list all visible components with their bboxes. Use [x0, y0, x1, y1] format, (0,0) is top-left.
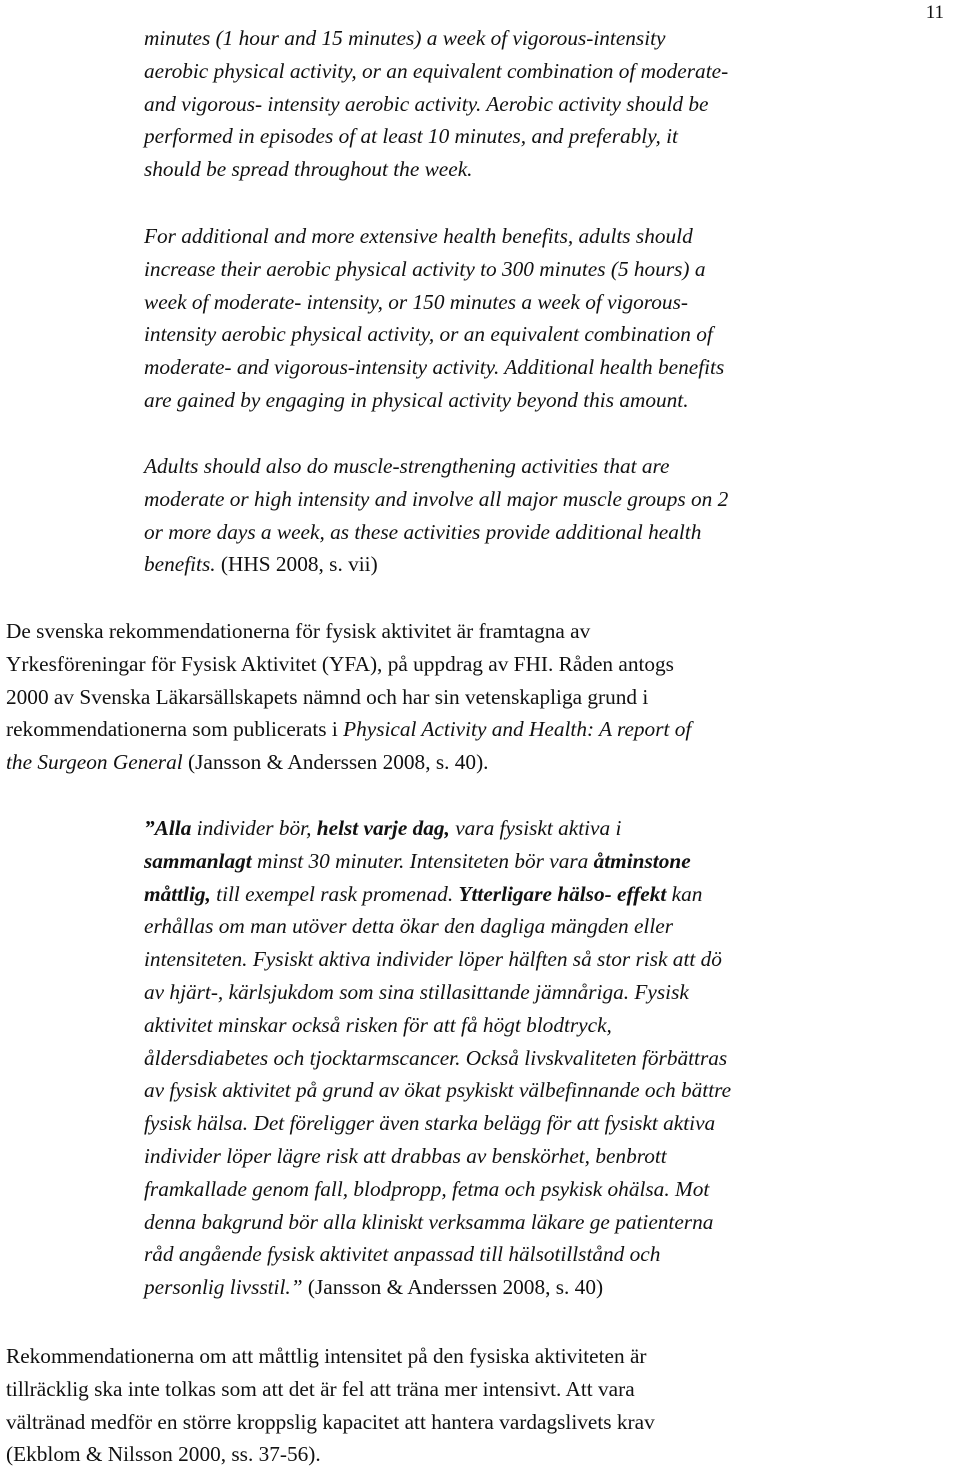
quote-guideline-vigorous [144, 22, 860, 186]
text-line: performed in episodes of at least 10 minutes, and preferably, it [144, 124, 678, 149]
text-line: framkallade genom fall, blodpropp, fetma och psykisk ohälsa. Mot [144, 1176, 710, 1201]
text-line: should be spread throughout the week. [144, 157, 473, 182]
text-line: tillräcklig ska inte tolkas som att det är fel att träna mer intensivt. Att vara [6, 1376, 635, 1401]
quote-end: benefits. [144, 552, 221, 577]
report-title-cont: the Surgeon General [6, 750, 183, 775]
text-line: De svenska rekommendationerna för fysisk aktivitet är framtagna av [6, 619, 591, 643]
quote-end: personlig livsstil.” [144, 1275, 308, 1300]
text-line [6, 746, 858, 779]
text-line [144, 1271, 860, 1304]
citation: (Jansson & Anderssen 2008, s. 40). [182, 750, 489, 775]
text-line: aktivitet minskar också risken för att få högt blodtryck, [144, 1012, 612, 1037]
text-line [144, 812, 860, 845]
text-line: åldersdiabetes och tjocktarmscancer. Också livskvaliteten förbättras [144, 1045, 728, 1070]
quote-swedish-guideline [144, 812, 860, 1304]
emphasis: måttlig, [144, 881, 211, 906]
citation: (Jansson & Anderssen 2008, s. 40) [307, 1275, 604, 1300]
citation: (HHS 2008, s. vii) [220, 552, 378, 577]
text-line: For additional and more extensive health benefits, adults should [144, 224, 693, 248]
text-line: increase their aerobic physical activity to 300 minutes (5 hours) a [144, 256, 706, 281]
text-line: minutes (1 hour and 15 minutes) a week of vigorous-intensity [144, 26, 666, 50]
text-line: vältränad medför en större kroppslig kapacitet att hantera vardagslivets krav [6, 1409, 655, 1434]
paragraph-moderate-intensity [6, 1340, 858, 1471]
text-line: 2000 av Svenska Läkarsällskapets nämnd och har sin vetenskapliga grund i [6, 684, 649, 709]
text-line: are gained by engaging in physical activity beyond this amount. [144, 387, 689, 412]
text-line: intensity aerobic physical activity, or an equivalent combination of [144, 322, 713, 347]
text-line: (Ekblom & Nilsson 2000, ss. 37-56). [6, 1442, 321, 1467]
text-line [144, 878, 860, 911]
text-line: råd angående fysisk aktivitet anpassad till hälsotillstånd och [144, 1242, 661, 1267]
text-line: fysisk hälsa. Det föreligger även starka belägg för att fysiskt aktiva [144, 1111, 716, 1136]
page-number: 11 [925, 2, 944, 23]
open-quote: ” [144, 816, 155, 840]
text-line [6, 713, 858, 746]
text-line: Adults should also do muscle-strengthening activities that are [144, 454, 670, 478]
text-run: till exempel rask promenad. [210, 881, 459, 906]
text-line: Yrkesföreningar för Fysisk Aktivitet (YFA), på uppdrag av FHI. Råden antogs [6, 651, 674, 676]
emphasis: sammanlagt [144, 848, 252, 873]
report-title: Physical Activity and Health: A report of [343, 717, 692, 742]
text-run: kan [666, 881, 703, 906]
text-line: moderate- and vigorous-intensity activity. Additional health benefits [144, 355, 725, 380]
text-line: denna bakgrund bör alla kliniskt verksamma läkare ge patienterna [144, 1209, 714, 1234]
text-run: vara fysiskt aktiva i [449, 816, 622, 840]
text-line: intensiteten. Fysiskt aktiva individer löper hälften så stor risk att dö [144, 947, 722, 972]
text-line: aerobic physical activity, or an equivalent combination of moderate- [144, 58, 729, 83]
text-run: minst 30 minuter. Intensiteten bör vara [251, 848, 594, 873]
emphasis: helst varje dag, [316, 816, 450, 840]
paragraph-swedish-recommendations [6, 615, 858, 779]
text-line [144, 845, 860, 878]
text-line: and vigorous- intensity aerobic activity. Aerobic activity should be [144, 91, 709, 116]
text-line: individer löper lägre risk att drabbas av benskörhet, benbrott [144, 1143, 667, 1168]
text-line: erhållas om man utöver detta ökar den dagliga mängden eller [144, 914, 674, 939]
text-line: Rekommendationerna om att måttlig intensitet på den fysiska aktiviteten är [6, 1344, 647, 1368]
emphasis: Alla [154, 816, 192, 840]
text-line: av hjärt-, kärlsjukdom som sina stillasittande jämnåriga. Fysisk [144, 979, 689, 1004]
text-line: moderate or high intensity and involve all major muscle groups on 2 [144, 486, 729, 511]
text-run: individer bör, [191, 816, 317, 840]
quote-muscle-strengthening [144, 450, 860, 581]
text-line: week of moderate- intensity, or 150 minutes a week of vigorous- [144, 289, 688, 314]
text-line: av fysisk aktivitet på grund av ökat psykiskt välbefinnande och bättre [144, 1078, 732, 1103]
emphasis: Ytterligare hälso- effekt [458, 881, 667, 906]
emphasis: åtminstone [593, 848, 691, 873]
text-run: rekommendationerna som publicerats i [6, 717, 344, 742]
text-line [144, 548, 860, 581]
quote-additional-benefits [144, 220, 860, 417]
text-line: or more days a week, as these activities provide additional health [144, 519, 702, 544]
